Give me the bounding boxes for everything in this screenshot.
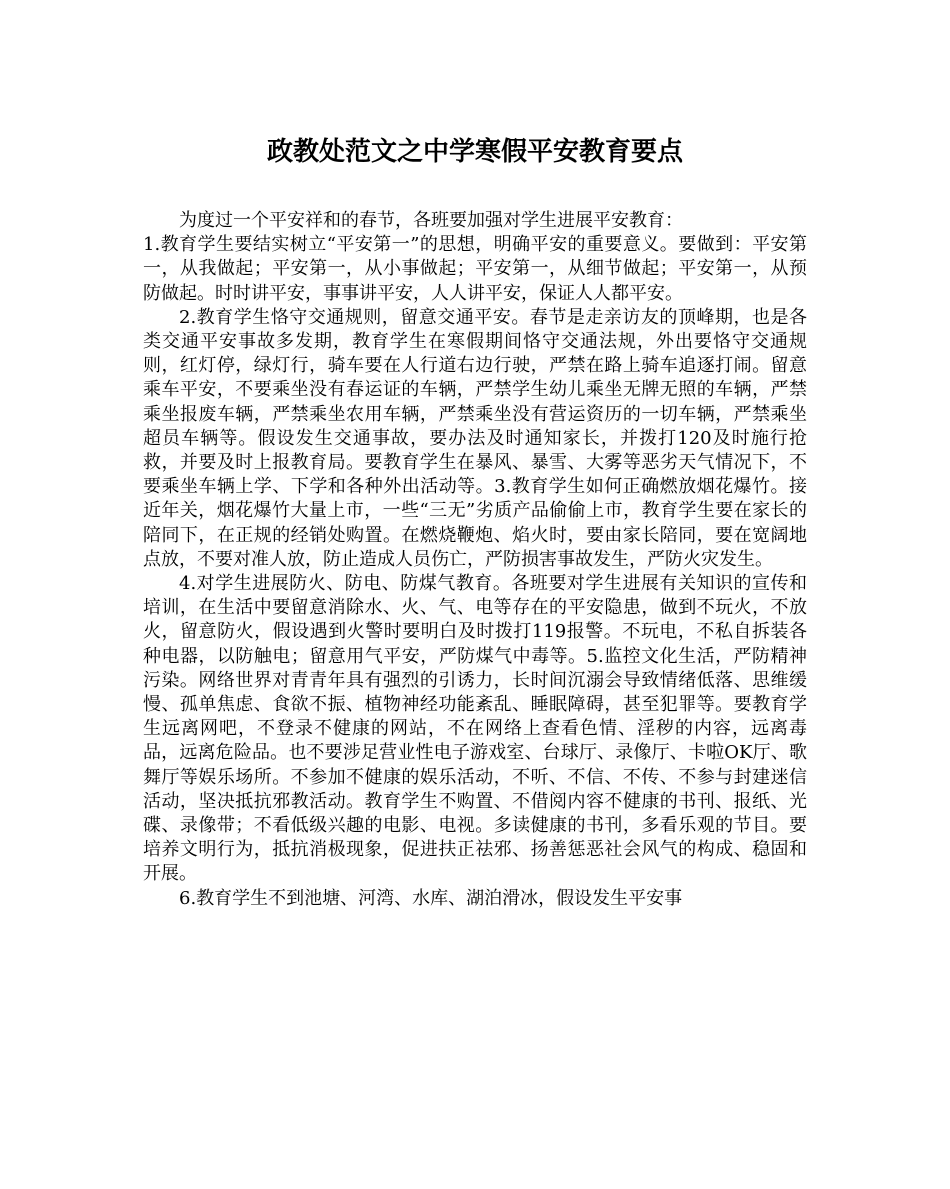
page-title: 政教处范文之中学寒假平安教育要点 bbox=[266, 137, 683, 167]
paragraph-intro: 为度过一个平安祥和的春节，各班要加强对学生进展平安教育： bbox=[179, 210, 683, 231]
paragraph-point-1: 1.教育学生要结实树立“平安第一”的思想，明确平安的重要意义。要做到：平安第一，从我做起；平安第一，从小事做起；平安第一，从细节做起；平安第一，从预防做起。时时讲平安，事事讲平安，人人讲平安，保证人人都平安。 bbox=[143, 234, 807, 304]
document-body bbox=[143, 209, 807, 911]
paragraph-points-4-5: 4.对学生进展防火、防电、防煤气教育。各班要对学生进展有关知识的宣传和培训，在生活中要留意消除水、火、气、电等存在的平安隐患，做到不玩火，不放火，留意防火，假设遇到火警时要明白及时拨打119报警。不玩电，不私自拆装各种电器，以防触电；留意用气平安，严防煤气中毒等。5.监控文化生活，严防精神污染。网络世界对青青年具有强烈的引诱力，长时间沉溺会导致情绪低落、思维缓慢、孤单焦虑、食欲不振、植物神经功能紊乱、睡眠障碍，甚至犯罪等。要教育学生远离网吧，不登录不健康的网站，不在网络上查看色情、淫秽的内容，远离毒品，远离危险品。也不要涉足营业性电子游戏室、台球厅、录像厅、卡啦OK厅、歌舞厅等娱乐场所。不参加不健康的娱乐活动，不听、不信、不传、不参与封建迷信活动，坚决抵抗邪教活动。教育学生不购置、不借阅内容不健康的书刊、报纸、光碟、录像带；不看低级兴趣的电影、电视。多读健康的书刊，多看乐观的节目。要培养文明行为，抵抗消极现象，促进扶正祛邪、扬善惩恶社会风气的构成、稳固和开展。 bbox=[143, 573, 807, 885]
paragraph-points-2-3: 2.教育学生恪守交通规则，留意交通平安。春节是走亲访友的顶峰期，也是各类交通平安事故多发期，教育学生在寒假期间恪守交通法规，外出要恪守交通规则，红灯停，绿灯行，骑车要在人行道右边行驶，严禁在路上骑车追逐打闹。留意乘车平安，不要乘坐没有春运证的车辆，严禁学生幼儿乘坐无牌无照的车辆，严禁乘坐报废车辆，严禁乘坐农用车辆，严禁乘坐没有营运资历的一切车辆，严禁乘坐超员车辆等。假设发生交通事故，要办法及时通知家长，并拨打120及时施行抢救，并要及时上报教育局。要教育学生在暴风、暴雪、大雾等恶劣天气情况下，不要乘坐车辆上学、下学和各种外出活动等。3.教育学生如何正确燃放烟花爆竹。接近年关，烟花爆竹大量上市，一些“三无”劣质产品偷偷上市，教育学生要在家长的陪同下，在正规的经销处购置。在燃烧鞭炮、焰火时，要由家长陪同，要在宽阔地点放，不要对准人放，防止造成人员伤亡，严防损害事故发生，严防火灾发生。 bbox=[143, 306, 807, 570]
paragraph-point-6: 6.教育学生不到池塘、河湾、水库、湖泊滑冰，假设发生平安事 bbox=[179, 887, 683, 909]
